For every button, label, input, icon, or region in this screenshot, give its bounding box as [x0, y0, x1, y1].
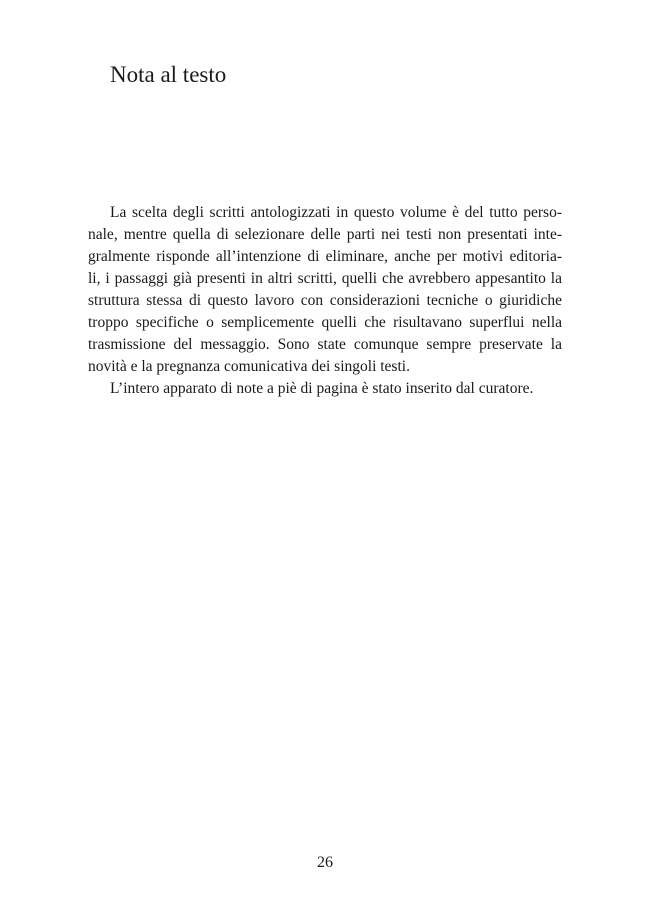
- text-line: gralmente risponde all’intenzione di eliminare, anche per motivi editoria-: [88, 248, 562, 265]
- text-line: La scelta degli scritti antologizzati in questo volume è del tutto perso-: [110, 204, 562, 221]
- text-line: struttura stessa di questo lavoro con considerazioni tecniche o giuridiche: [88, 292, 562, 309]
- text-line: L’intero apparato di note a piè di pagina è stato inserito dal curatore.: [110, 380, 534, 397]
- body-text: [88, 202, 562, 400]
- page-number: 26: [317, 854, 333, 871]
- text-line: trasmissione del messaggio. Sono state comunque sempre preservate la: [88, 336, 562, 353]
- paragraph: [88, 202, 562, 378]
- paragraph: [88, 378, 562, 400]
- page-title: Nota al testo: [110, 62, 227, 87]
- text-line: li, i passaggi già presenti in altri scritti, quelli che avrebbero appesantito la: [88, 270, 562, 287]
- text-line: nale, mentre quella di selezionare delle parti nei testi non presentati inte-: [88, 226, 562, 243]
- text-line: novità e la pregnanza comunicativa dei singoli testi.: [88, 358, 410, 375]
- text-line: troppo specifiche o semplicemente quelli che risultavano superflui nella: [88, 314, 562, 331]
